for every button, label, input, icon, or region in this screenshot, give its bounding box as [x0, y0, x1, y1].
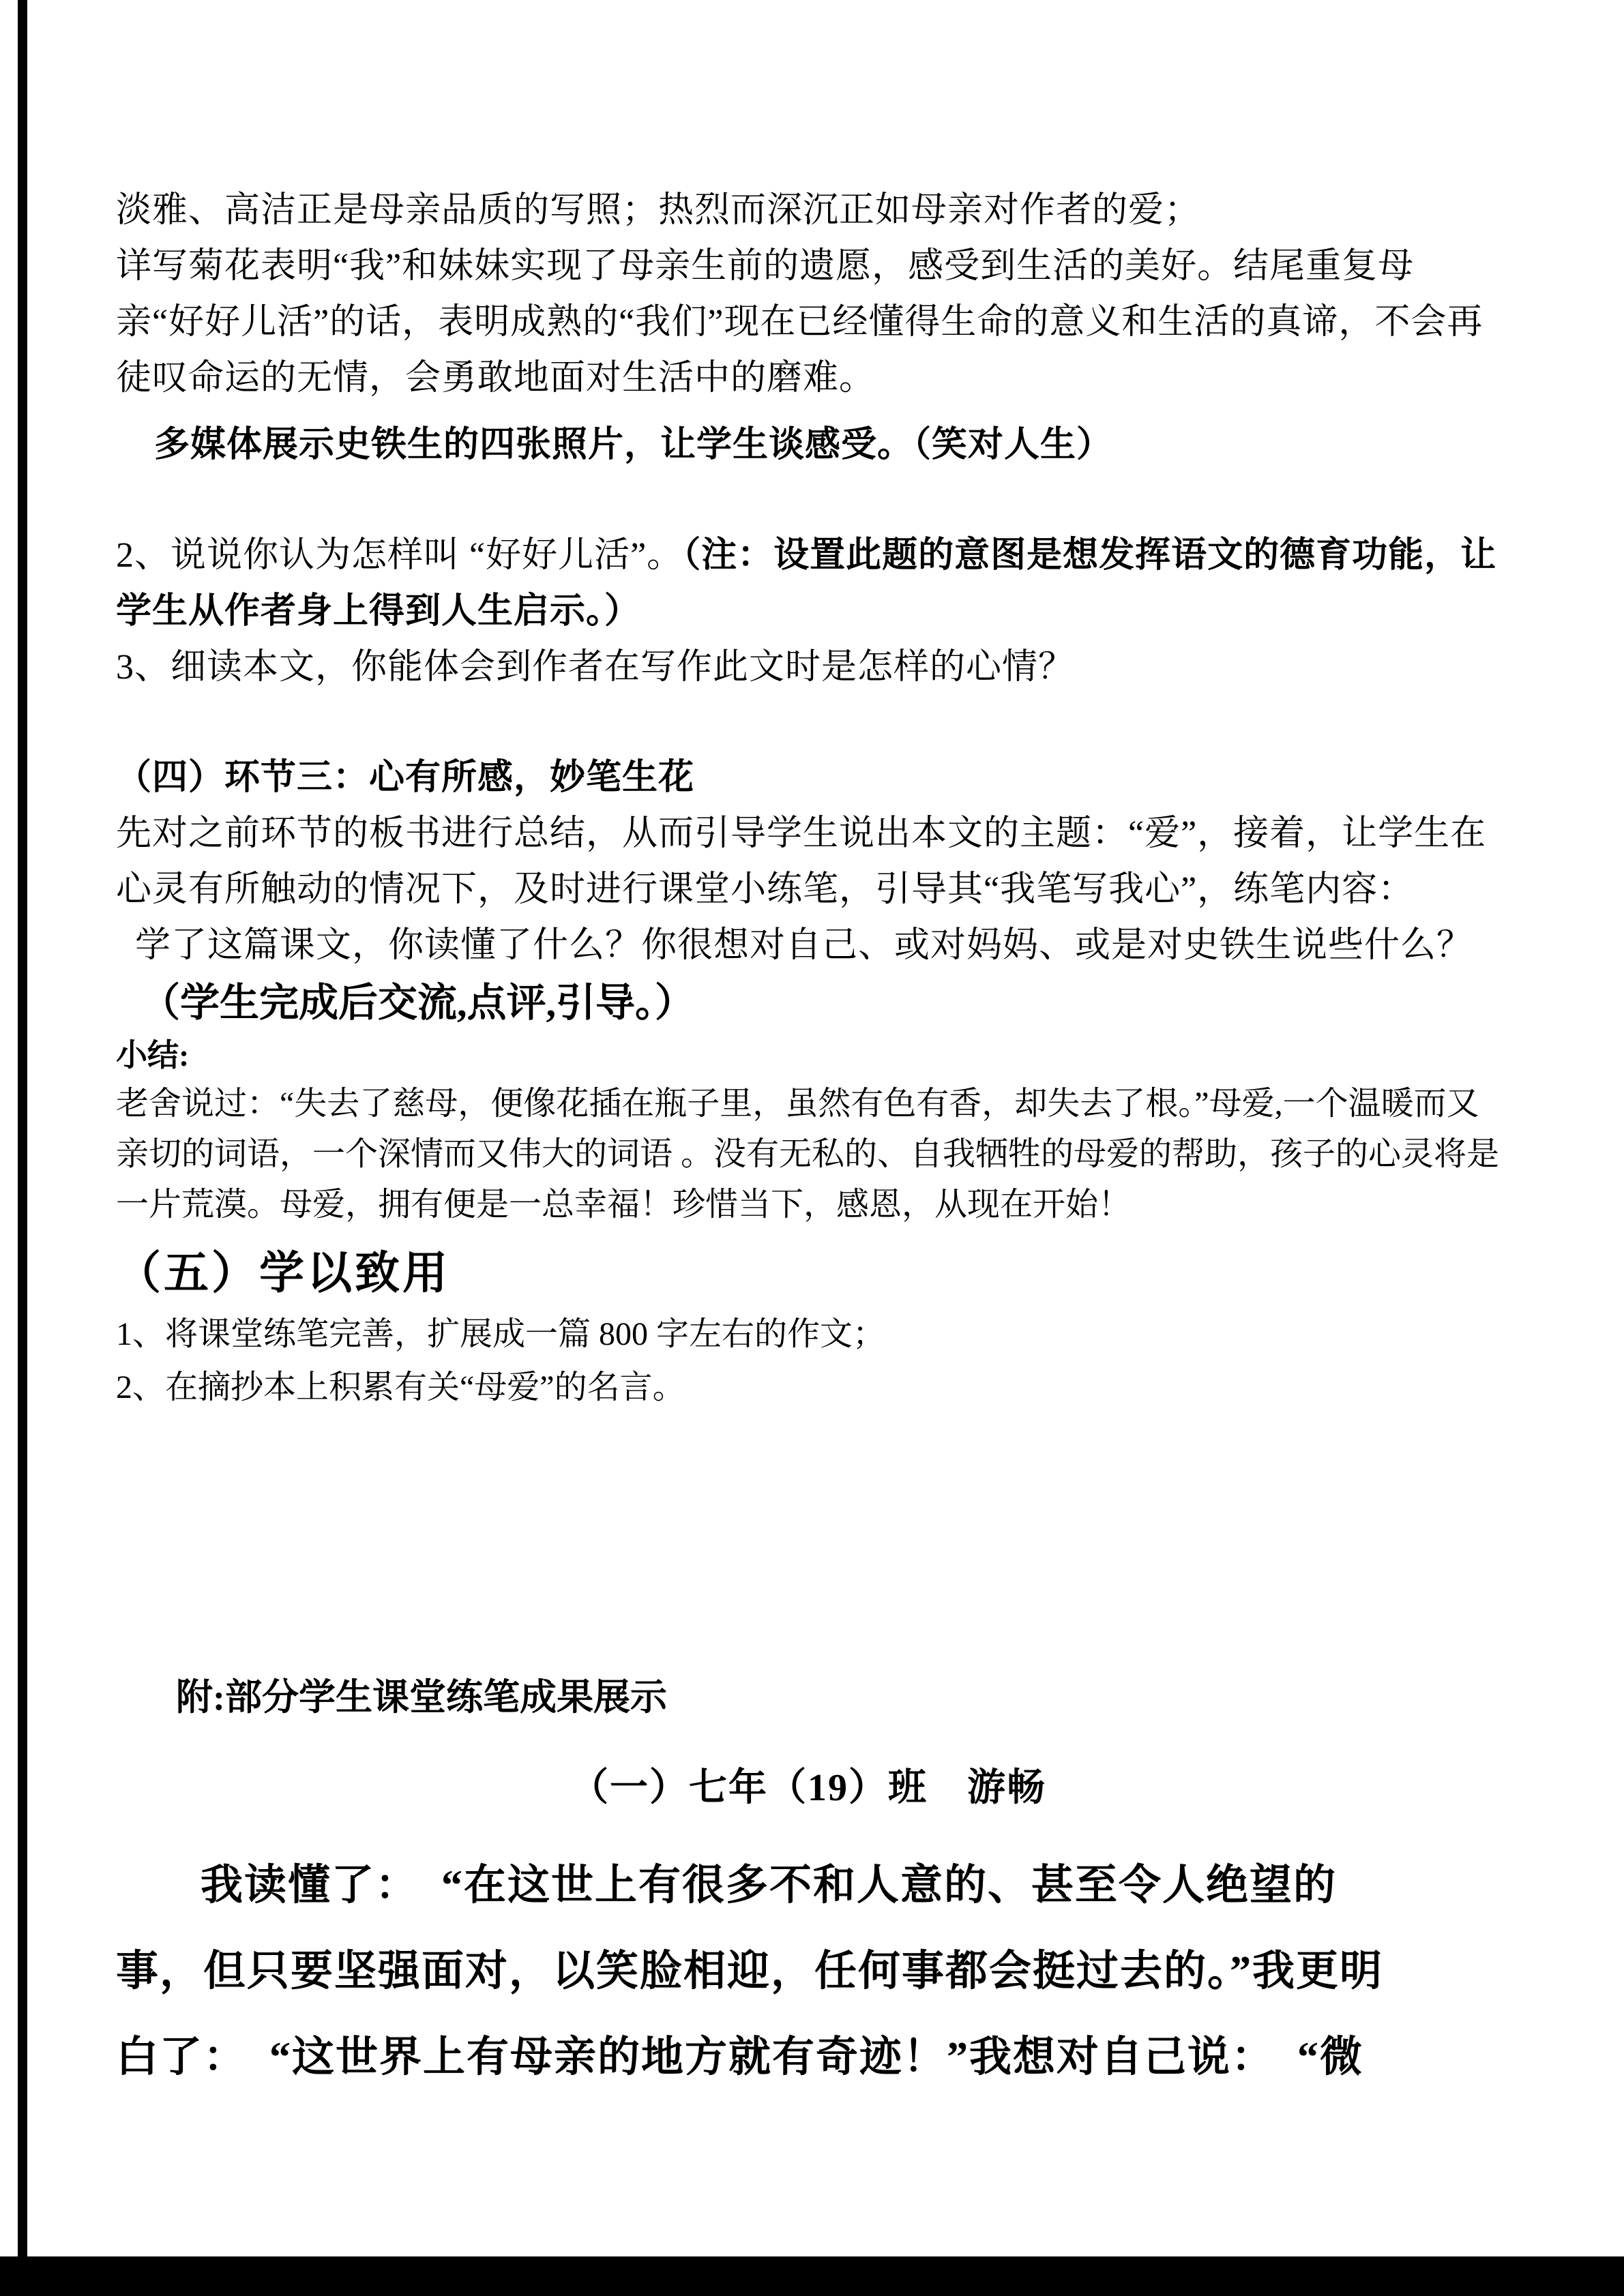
- appendix-title: 附:部分学生课堂练笔成果展示: [176, 1677, 667, 1718]
- appendix-student-subtitle: （一）七年（19）班 游畅: [570, 1767, 1046, 1809]
- paragraph-symbolism: 淡雅、高洁正是母亲品质的写照；热烈而深沉正如母亲对作者的爱；: [116, 191, 1201, 230]
- section5-heading: （五）学以致用: [116, 1249, 450, 1298]
- summary-label: 小结:: [116, 1038, 190, 1073]
- scan-edge-left: [18, 0, 27, 2264]
- question-2: [116, 528, 1501, 640]
- question-3: 3、细读本文，你能体会到作者在写作此文时是怎样的心情？: [116, 648, 1075, 687]
- section4-practice-prompt: 学了这篇课文，你读懂了什么？你很想对自己、或对妈妈、或是对史铁生说些什么？: [135, 926, 1473, 965]
- section5-item-2: 2、在摘抄本上积累有关“母爱”的名言。: [116, 1369, 685, 1405]
- appendix-student-writing: 我读懂了： “在这世上有很多不和人意的、甚至令人绝望的事，但只要坚强面对，以笑脸相迎，任何事都会挺过去的。”我更明白了： “这世界上有母亲的地方就有奇迹！”我想对自己说： “微: [116, 1862, 1384, 2081]
- question-2-text: 2、说说你认为怎样叫 “好好儿活”。: [116, 536, 683, 575]
- summary-text: 老舍说过：“失去了慈母，便像花插在瓶子里，虽然有色有香，却失去了根。”母爱,一个温暖而又亲切的词语，一个深情而又伟大的词语 。没有无私的、自我牺牲的母爱的帮助，孩子的心灵将是一片荒漠。母爱，拥有便是一总幸福！珍惜当下，感恩，从现在开始！: [116, 1086, 1500, 1223]
- question-2-note: （注：设置此题的意图是想发挥语文的德育功能，让学生从作者身上得到人生启示。）: [116, 536, 1497, 631]
- section5-item-1: 1、将课堂练笔完善，扩展成一篇 800 字左右的作文；: [116, 1316, 886, 1352]
- paragraph-chrysanthemum: 详写菊花表明“我”和妹妹实现了母亲生前的遗愿，感受到生活的美好。结尾重复母亲“好好儿活”的话，表明成熟的“我们”现在已经懂得生命的意义和生活的真谛，不会再徒叹命运的无情，会勇敢地面对生活中的磨难。: [116, 247, 1483, 398]
- section4-heading: （四）环节三：心有所感，妙笔生花: [116, 758, 695, 797]
- document-content: [116, 0, 1501, 2100]
- section4-lead-paragraph: 先对之前环节的板书进行总结，从而引导学生说出本文的主题：“爱”，接着，让学生在心灵有所触动的情况下，及时进行课堂小练笔，引导其“我笔写我心”，练笔内容：: [116, 814, 1487, 909]
- section4-discussion-note: （学生完成后交流,点评,引导。）: [141, 981, 695, 1025]
- scan-edge-bottom: [0, 2256, 1624, 2296]
- paragraph-multimedia-photos: 多媒体展示史铁生的四张照片，让学生谈感受。（笑对人生）: [154, 426, 1113, 464]
